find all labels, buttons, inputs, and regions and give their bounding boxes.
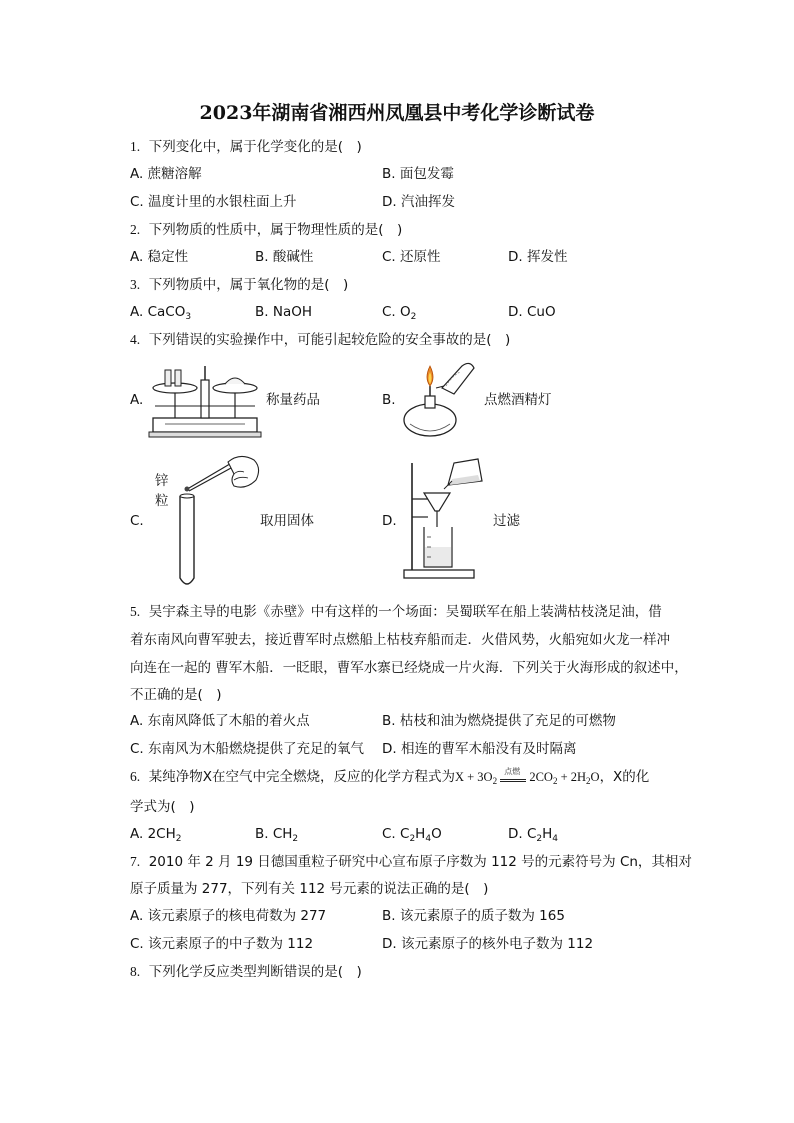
option-d: [508, 824, 558, 844]
test-tube-tweezers-figure: [172, 450, 262, 590]
option-c: [382, 302, 416, 322]
option-d: D. 相连的曹军木船没有及时隔离: [382, 741, 577, 757]
zinc-label-2: 粒: [155, 493, 169, 509]
option-text: A. CaCO: [130, 304, 186, 320]
question-number: 2.: [130, 222, 141, 237]
question-text: 下列物质中，属于氧化物的是( ): [148, 277, 349, 293]
reaction-condition-arrow: [500, 767, 526, 785]
option-b: B. 酸碱性: [255, 249, 314, 265]
option-d: D. 挥发性: [508, 249, 568, 265]
question-text: 下列错误的实验操作中，可能引起较危险的安全事故的是( ): [148, 332, 511, 348]
option-a: [130, 824, 181, 844]
question-number: 1.: [130, 139, 141, 154]
equation-product-1: 2CO: [529, 770, 553, 784]
option-c: C. 温度计里的水银柱面上升: [130, 194, 297, 210]
question-3-stem: [130, 275, 348, 295]
question-5-stem-line-4: 不正确的是( ): [130, 687, 222, 703]
question-number: 4.: [130, 332, 141, 347]
question-text: 某纯净物X在空气中完全燃烧，反应的化学方程式为: [148, 769, 455, 785]
subscript: 3: [185, 312, 192, 322]
question-number: 5.: [130, 604, 141, 619]
option-b-caption: 点燃酒精灯: [484, 392, 552, 408]
equation-reactants: X + 3O: [454, 770, 493, 784]
subscript: 2: [410, 312, 417, 322]
subscript: 2: [409, 834, 416, 844]
option-b: B. 面包发霉: [382, 166, 454, 182]
subscript: 2: [536, 834, 543, 844]
option-text: D. C: [508, 826, 537, 842]
option-a: [130, 302, 191, 322]
balance-scale-figure: [145, 360, 265, 440]
filtration-figure: [402, 455, 497, 580]
question-5-stem-line-3: 向连在一起的 曹军木船．一眨眼，曹军水寨已经烧成一片火海．下列关于火海形成的叙述中，: [130, 660, 688, 676]
option-d-letter: D.: [382, 513, 397, 529]
question-text-end: ，X的化: [599, 769, 650, 785]
question-text: 下列变化中，属于化学变化的是( ): [148, 139, 362, 155]
option-text: C. O: [382, 304, 411, 320]
subscript: 4: [425, 834, 432, 844]
subscript: 2: [492, 776, 498, 786]
question-4-stem: [130, 330, 510, 350]
alcohol-lamp-figure: [400, 358, 480, 440]
question-8-stem: [130, 962, 362, 982]
option-c: C. 该元素原子的中子数为 112: [130, 936, 314, 952]
question-text: 吴宇森主导的电影《赤壁》中有这样的一个场面：吴蜀联军在船上装满枯枝浇足油，借: [148, 604, 662, 620]
question-5-stem-line-2: 着东南风向曹军驶去，接近曹军时点燃船上枯枝弃船而走．火借风势，火船宛如火龙一样冲: [130, 632, 670, 648]
option-d: D. 该元素原子的核外电子数为 112: [382, 936, 594, 952]
question-text: 下列化学反应类型判断错误的是( ): [148, 964, 362, 980]
subscript: 2: [292, 834, 299, 844]
option-text: H: [415, 826, 426, 842]
question-number: 6.: [130, 769, 141, 784]
option-d: D. 汽油挥发: [382, 194, 455, 210]
question-6-stem-line-2: 学式为( ): [130, 799, 195, 815]
option-c: C. 东南风为木船燃烧提供了充足的氧气: [130, 741, 365, 757]
equation: [454, 767, 600, 786]
option-text: B. CH: [255, 826, 293, 842]
zinc-label-1: 锌: [155, 473, 169, 489]
option-b: [255, 824, 298, 844]
option-a: A. 稳定性: [130, 249, 189, 265]
option-a: A. 东南风降低了木船的着火点: [130, 713, 310, 729]
question-7-stem-line-1: [130, 852, 692, 872]
question-text: 下列物质的性质中，属于物理性质的是( ): [148, 222, 403, 238]
question-7-stem-line-2: 原子质量为 277，下列有关 112 号元素的说法正确的是( ): [130, 881, 489, 897]
subscript: 2: [586, 776, 591, 786]
option-b: B. NaOH: [255, 304, 312, 320]
question-5-stem-line-1: [130, 602, 662, 622]
option-text: H: [542, 826, 553, 842]
subscript: 4: [552, 834, 559, 844]
question-6-stem: [130, 767, 649, 787]
question-text: 2010 年 2 月 19 日德国重粒子研究中心宣布原子序数为 112 号的元素符号为 Cn，其相对: [148, 854, 692, 870]
question-number: 7.: [130, 854, 141, 869]
reaction-condition: 点燃: [504, 767, 521, 777]
option-text: C. C: [382, 826, 410, 842]
equation-product-2-end: O: [590, 770, 600, 784]
question-number: 3.: [130, 277, 141, 292]
subscript: 2: [552, 776, 558, 786]
option-a-letter: A.: [130, 392, 144, 408]
question-2-stem: [130, 220, 402, 240]
option-c-letter: C.: [130, 513, 144, 529]
option-a: A. 该元素原子的核电荷数为 277: [130, 908, 327, 924]
option-text: O: [431, 826, 442, 842]
option-a: A. 蔗糖溶解: [130, 166, 202, 182]
equation-product-2: + 2H: [557, 770, 587, 784]
question-1-stem: [130, 137, 362, 157]
subscript: 2: [175, 834, 182, 844]
option-a-caption: 称量药品: [266, 392, 320, 408]
page-title: 2023年湖南省湘西州凤凰县中考化学诊断试卷: [199, 102, 595, 124]
option-b: B. 枯枝和油为燃烧提供了充足的可燃物: [382, 713, 616, 729]
option-c-caption: 取用固体: [260, 513, 314, 529]
question-number: 8.: [130, 964, 141, 979]
option-b: B. 该元素原子的质子数为 165: [382, 908, 565, 924]
option-d: D. CuO: [508, 304, 556, 320]
option-c: [382, 824, 442, 844]
option-d-caption: 过滤: [493, 513, 520, 529]
option-c: C. 还原性: [382, 249, 441, 265]
option-b-letter: B.: [382, 392, 396, 408]
option-text: A. 2CH: [130, 826, 176, 842]
